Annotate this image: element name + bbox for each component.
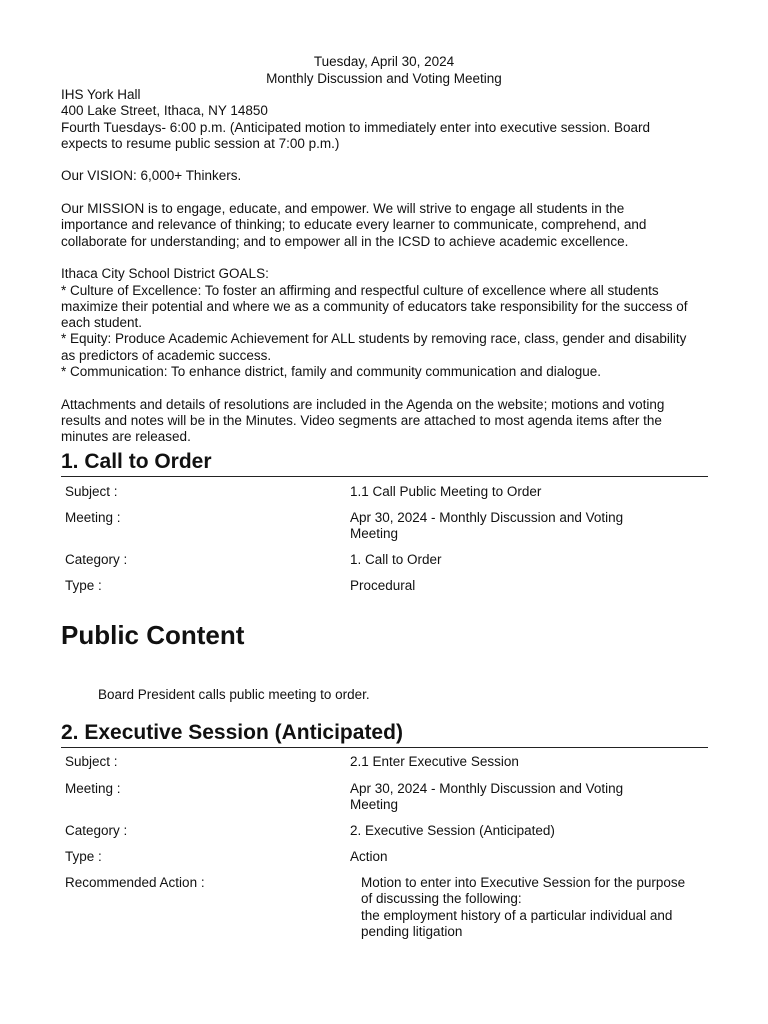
mission-line: collaborate for understanding; and to empower all in the ICSD to achieve academic excellence.	[61, 233, 629, 249]
goal-line: * Communication: To enhance district, family and community communication and dialogue.	[61, 364, 602, 380]
goal-line: each student.	[61, 315, 143, 331]
schedule-line: Fourth Tuesdays- 6:00 p.m. (Anticipated motion to immediately enter into executive session. Board	[61, 119, 651, 135]
type-value: Action	[350, 849, 388, 864]
goal-line: * Equity: Produce Academic Achievement for ALL students by removing race, class, gender and disability	[61, 331, 687, 347]
section-title-executive-session: 2. Executive Session (Anticipated)	[61, 720, 708, 748]
attachments-line: results and notes will be in the Minutes. Video segments are attached to most agenda items after the	[61, 412, 662, 428]
subject-label: Subject :	[65, 754, 118, 769]
meeting-value-line: Meeting	[350, 797, 399, 813]
section-title-call-to-order: 1. Call to Order	[61, 449, 708, 477]
category-label: Category :	[65, 552, 128, 567]
meeting-header	[0, 54, 768, 87]
meeting-label: Meeting :	[65, 781, 121, 796]
meeting-intro	[61, 87, 711, 446]
meeting-value	[350, 781, 650, 814]
location-block	[61, 87, 711, 152]
meeting-name: Monthly Discussion and Voting Meeting	[266, 70, 502, 86]
public-content-title: Public Content	[61, 620, 245, 650]
public-content-text: Board President calls public meeting to order.	[98, 687, 370, 702]
attachments-line: minutes are released.	[61, 429, 191, 445]
goals-block	[61, 266, 711, 380]
recommended-action-label: Recommended Action :	[65, 875, 205, 890]
mission-line: importance and relevance of thinking; to educate every learner to communicate, comprehend, and	[61, 217, 647, 233]
attachments-line: Attachments and details of resolutions are included in the Agenda on the website; motions and voting	[61, 396, 665, 412]
category-value: 1. Call to Order	[350, 552, 442, 567]
goal-line: maximize their potential and where we as a community of educators take responsibility for the success of	[61, 298, 688, 314]
meeting-date: Tuesday, April 30, 2024	[313, 54, 455, 69]
category-label: Category :	[65, 823, 128, 838]
type-label: Type :	[65, 578, 102, 593]
category-value: 2. Executive Session (Anticipated)	[350, 823, 555, 838]
meeting-value-line: Meeting	[350, 526, 399, 542]
action-line: of discussing the following:	[361, 891, 522, 907]
schedule-line: expects to resume public session at 7:00 p.m.)	[61, 135, 340, 151]
action-line: Motion to enter into Executive Session for the purpose	[361, 875, 686, 890]
location-name: IHS York Hall	[61, 87, 141, 102]
subject-value: 1.1 Call Public Meeting to Order	[350, 484, 542, 499]
location-address: 400 Lake Street, Ithaca, NY 14850	[61, 103, 268, 119]
meeting-value-line: Apr 30, 2024 - Monthly Discussion and Voting	[350, 510, 624, 525]
goal-line: * Culture of Excellence: To foster an affirming and respectful culture of excellence where all students	[61, 282, 659, 298]
meeting-label: Meeting :	[65, 510, 121, 525]
type-label: Type :	[65, 849, 102, 864]
subject-value: 2.1 Enter Executive Session	[350, 754, 519, 769]
meeting-value	[350, 510, 650, 543]
goal-line: as predictors of academic success.	[61, 347, 272, 363]
vision-statement: Our VISION: 6,000+ Thinkers.	[61, 168, 242, 184]
meeting-value-line: Apr 30, 2024 - Monthly Discussion and Voting	[350, 781, 624, 796]
action-line: pending litigation	[361, 923, 463, 939]
recommended-action-value	[361, 875, 701, 940]
action-line: the employment history of a particular individual and	[361, 907, 673, 923]
mission-line: Our MISSION is to engage, educate, and empower. We will strive to engage all students in the	[61, 201, 625, 217]
type-value: Procedural	[350, 578, 416, 593]
goals-heading: Ithaca City School District GOALS:	[61, 266, 269, 282]
attachments-note	[61, 397, 711, 446]
mission-statement	[61, 201, 711, 250]
subject-label: Subject :	[65, 484, 118, 499]
